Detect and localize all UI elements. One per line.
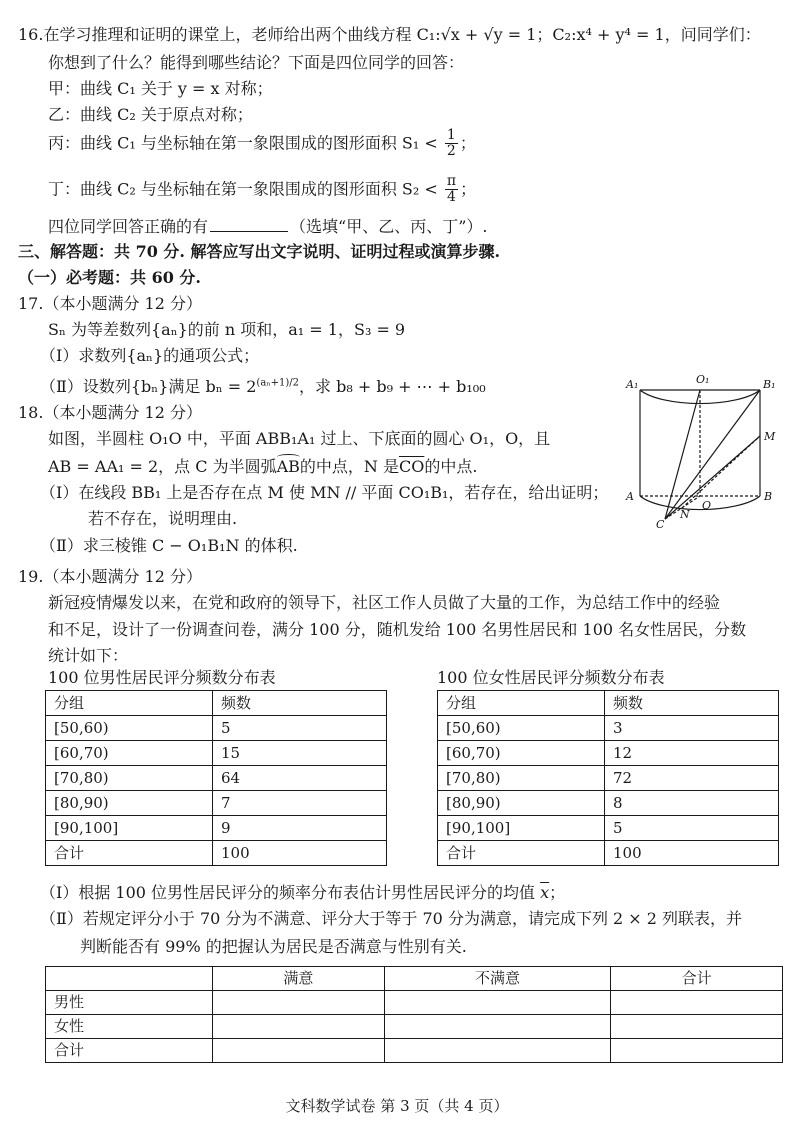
contingency-table <box>45 966 783 1063</box>
table-header-row <box>46 691 387 716</box>
table-row <box>46 841 387 866</box>
female-group-cell: [50,60) <box>438 716 605 741</box>
female-group-cell: [60,70) <box>438 741 605 766</box>
table-row <box>46 1039 783 1063</box>
q19-part1 <box>40 882 565 904</box>
table-row <box>46 816 387 841</box>
table-row <box>46 766 387 791</box>
q19-part2: （Ⅱ）若规定评分小于 70 分为不满意、评分大于等于 70 分为满意，请完成下列 2 × 2 列联表，并 <box>40 909 743 928</box>
q16-bing-text: 丙：曲线 C₁ 与坐标轴在第一象限围成的图形面积 S₁ < <box>48 133 438 153</box>
q19-line1: 新冠疫情爆发以来，在党和政府的领导下，社区工作人员做了大量的工作，为总结工作中的经验 <box>48 593 721 612</box>
answer-cell[interactable] <box>213 1039 385 1063</box>
male-frequency-table <box>45 690 387 866</box>
male-group-cell: [70,80) <box>46 766 213 791</box>
label-a: A <box>626 490 634 503</box>
answer-cell[interactable] <box>611 991 783 1015</box>
female-frequency-cell: 5 <box>605 816 779 841</box>
q16-intro: 在学习推理和证明的课堂上，老师给出两个曲线方程 <box>43 25 412 44</box>
q18-part1-continued: 若不存在，说明理由. <box>88 509 238 528</box>
q18-part1: （Ⅰ）在线段 BB₁ 上是否存在点 M 使 MN // 平面 CO₁B₁，若存在，给出证明； <box>40 483 609 502</box>
q16-separator: ； <box>536 25 553 44</box>
table-header-row <box>438 691 779 716</box>
q16-answer-suffix: （选填“甲、乙、丙、丁”）. <box>290 217 488 236</box>
table-row <box>438 791 779 816</box>
q18-line2-c: 的中点. <box>424 457 478 476</box>
column-header-frequency: 频数 <box>605 691 779 716</box>
answer-cell[interactable] <box>213 1015 385 1039</box>
female-frequency-cell: 3 <box>605 716 779 741</box>
q16-statement-jia: 甲：曲线 C₁ 关于 y = x 对称； <box>48 79 273 98</box>
male-group-cell: 合计 <box>46 841 213 866</box>
q18-heading: 18.（本小题满分 12 分） <box>18 403 202 422</box>
table-row <box>46 741 387 766</box>
answer-cell[interactable] <box>611 1015 783 1039</box>
q16-ask: ，问同学们： <box>664 25 761 44</box>
q16-ding-numerator: π <box>446 173 457 189</box>
table-row <box>46 1015 783 1039</box>
male-group-cell: [50,60) <box>46 716 213 741</box>
label-b: B <box>764 490 773 503</box>
q16-ding-text: 丁：曲线 C₂ 与坐标轴在第一象限围成的图形面积 S₂ < <box>48 179 438 199</box>
female-table-title: 100 位女性居民评分频数分布表 <box>437 668 665 687</box>
answer-cell[interactable] <box>384 1015 611 1039</box>
column-header-unsatisfied: 不满意 <box>384 967 611 991</box>
q16-bing-numerator: 1 <box>446 127 456 143</box>
male-table-title: 100 位男性居民评分频数分布表 <box>48 668 276 687</box>
label-o1: O₁ <box>696 373 710 386</box>
column-header-satisfied: 满意 <box>213 967 385 991</box>
answer-cell[interactable] <box>213 991 385 1015</box>
column-header-group: 分组 <box>46 691 213 716</box>
q18-line2 <box>48 456 477 478</box>
q16-c2-equation: C₂:x⁴ + y⁴ = 1 <box>552 25 665 44</box>
q17-heading: 17.（本小题满分 12 分） <box>18 294 202 313</box>
segment-nm <box>682 436 760 508</box>
female-frequency-cell: 100 <box>605 841 779 866</box>
female-group-cell: [80,90) <box>438 791 605 816</box>
female-group-cell: 合计 <box>438 841 605 866</box>
q17-line1: Sₙ 为等差数列{aₙ}的前 n 项和，a₁ = 1，S₃ = 9 <box>48 320 406 339</box>
label-n: N <box>680 508 690 521</box>
q16-answer-prefix: 四位同学回答正确的有 <box>48 217 209 236</box>
q16-statement-bing: 丙：曲线 C₁ 与坐标轴在第一象限围成的图形面积 S₁ < $\frac{1}{2}$ ； <box>48 127 476 160</box>
half-cylinder-figure <box>620 372 780 530</box>
label-b1: B₁ <box>763 378 776 391</box>
male-group-cell: [90,100] <box>46 816 213 841</box>
q17-part2-text-b: ，求 b₈ + b₉ + ⋯ + b₁₀₀ <box>299 377 486 396</box>
q18-line2-a: AB = AA₁ = 2，点 C 为半圆弧 <box>48 457 277 476</box>
female-group-cell: [90,100] <box>438 816 605 841</box>
page-footer: 文科数学试卷 第 3 页（共 4 页） <box>285 1097 509 1115</box>
q16-ding-fraction <box>445 174 458 206</box>
q17-exponent: (aₙ+1)/2 <box>256 377 299 389</box>
section-required-heading: （一）必考题：共 60 分. <box>18 268 201 287</box>
q19-part1-text: （Ⅰ）根据 100 位男性居民评分的频率分布表估计男性居民评分的均值 <box>40 883 536 902</box>
q19-line3: 统计如下： <box>48 646 129 665</box>
table-row <box>438 766 779 791</box>
table-row <box>46 991 783 1015</box>
male-group-cell: [60,70) <box>46 741 213 766</box>
q17-part1: （Ⅰ）求数列{aₙ}的通项公式； <box>40 346 260 365</box>
male-frequency-cell: 64 <box>213 766 387 791</box>
q16-line1 <box>18 24 761 46</box>
female-frequency-cell: 12 <box>605 741 779 766</box>
female-frequency-cell: 72 <box>605 766 779 791</box>
q19-heading: 19.（本小题满分 12 分） <box>18 567 202 586</box>
label-c: C <box>656 518 665 530</box>
q16-answer-blank[interactable] <box>210 219 288 232</box>
q16-bing-fraction <box>445 128 458 160</box>
column-header-total: 合计 <box>611 967 783 991</box>
q18-segment-co: $\overline{CO}$ <box>399 457 425 476</box>
q16-bing-denominator: 2 <box>446 143 456 160</box>
label-o: O <box>702 499 712 512</box>
male-group-cell: [80,90) <box>46 791 213 816</box>
male-frequency-cell: 100 <box>213 841 387 866</box>
male-frequency-cell: 15 <box>213 741 387 766</box>
male-frequency-cell: 9 <box>213 816 387 841</box>
table-row <box>46 791 387 816</box>
label-m: M <box>764 430 776 443</box>
q18-part2: （Ⅱ）求三棱锥 C − O₁B₁N 的体积. <box>40 536 298 555</box>
table-header-row <box>46 967 783 991</box>
q16-answer-line <box>48 216 487 238</box>
table-row <box>438 841 779 866</box>
row-header-male: 男性 <box>46 991 213 1015</box>
male-frequency-cell: 5 <box>213 716 387 741</box>
q18-line2-b: 的中点，N 是 <box>299 457 399 476</box>
table-row <box>46 716 387 741</box>
q16-ding-denominator: 4 <box>447 189 456 206</box>
q16-line2: 你想到了什么？能得到哪些结论？下面是四位同学的回答： <box>48 53 465 72</box>
q17-part2 <box>40 376 486 398</box>
row-header-total: 合计 <box>46 1039 213 1063</box>
q16-statement-yi: 乙：曲线 C₂ 关于原点对称； <box>48 105 253 124</box>
answer-cell[interactable] <box>611 1039 783 1063</box>
female-frequency-cell: 8 <box>605 791 779 816</box>
table-row <box>438 716 779 741</box>
q19-part2-continued: 判断能否有 99% 的把握认为居民是否满意与性别有关. <box>80 937 467 956</box>
q18-arc-ab: AB <box>276 457 300 476</box>
table-row <box>438 741 779 766</box>
q19-part1-end: ； <box>549 883 566 902</box>
column-header-group: 分组 <box>438 691 605 716</box>
answer-cell[interactable] <box>384 1039 611 1063</box>
row-header-female: 女性 <box>46 1015 213 1039</box>
table-row <box>438 816 779 841</box>
female-group-cell: [70,80) <box>438 766 605 791</box>
q19-mean-symbol: $\overline{x}$ <box>540 883 550 902</box>
segment-cb1 <box>665 390 760 519</box>
answer-cell[interactable] <box>384 991 611 1015</box>
q16-statement-ding: 丁：曲线 C₂ 与坐标轴在第一象限围成的图形面积 S₂ < $\frac{\pi}{4}$ ； <box>48 173 477 206</box>
bottom-arc <box>640 496 760 510</box>
q16-number: 16. <box>18 25 44 44</box>
male-frequency-cell: 7 <box>213 791 387 816</box>
column-header-frequency: 频数 <box>213 691 387 716</box>
label-a1: A₁ <box>626 378 639 391</box>
section-3-heading: 三、解答题：共 70 分. 解答应写出文字说明、证明过程或演算步骤. <box>18 242 501 261</box>
q17-part2-text-a: （Ⅱ）设数列{bₙ}满足 bₙ = 2 <box>40 377 257 396</box>
q16-c1-equation: C₁:√x + √y = 1 <box>416 25 537 44</box>
contingency-corner-cell <box>46 967 213 991</box>
female-frequency-table <box>437 690 779 866</box>
q19-line2: 和不足，设计了一份调查问卷，满分 100 分，随机发给 100 名男性居民和 100 名女性居民，分数 <box>48 620 747 639</box>
q18-line1: 如图，半圆柱 O₁O 中，平面 ABB₁A₁ 过上、下底面的圆心 O₁，O，且 <box>48 429 551 448</box>
